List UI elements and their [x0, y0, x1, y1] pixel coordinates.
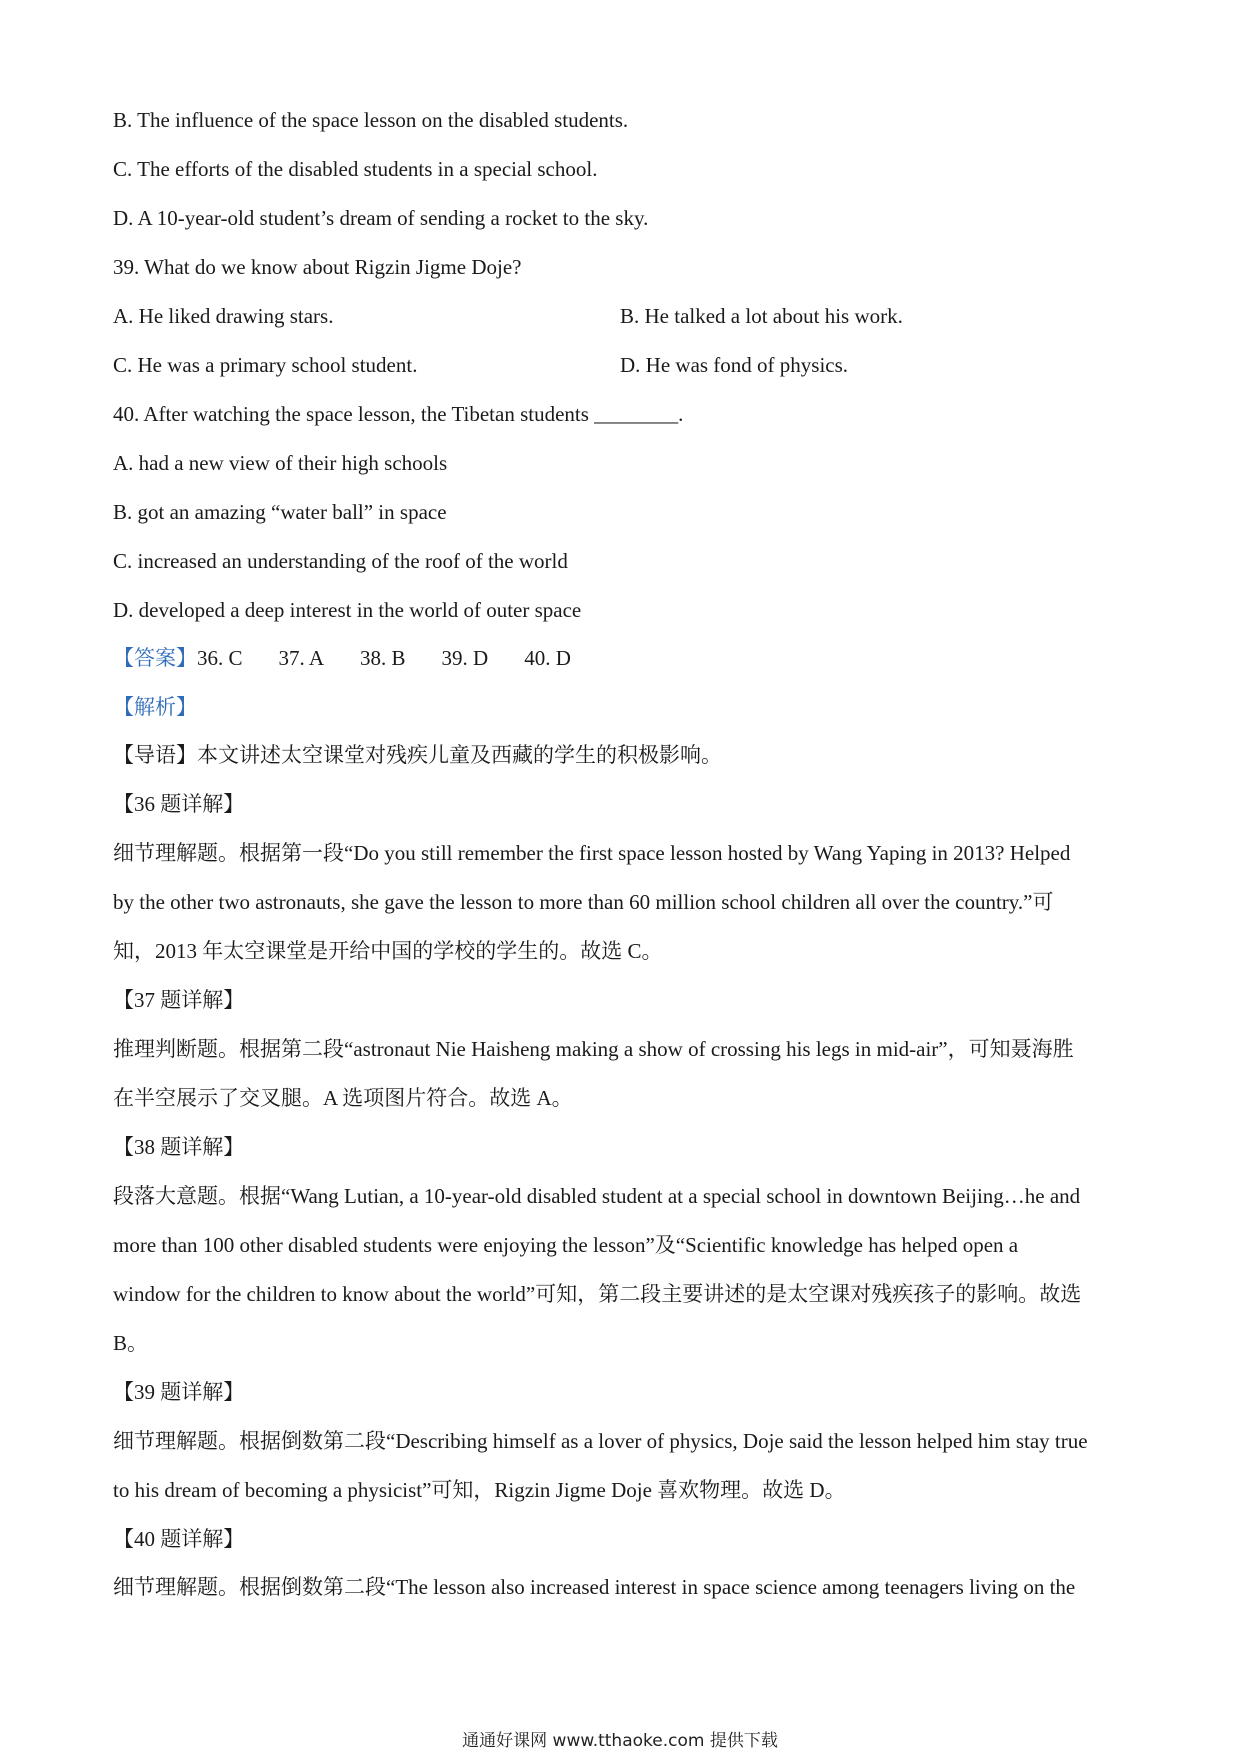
option-40-d: D. developed a deep interest in the world of outer space	[113, 598, 582, 622]
answer-37: 37. A	[278, 646, 325, 670]
option-38-c: C. The efforts of the disabled students in a special school.	[113, 157, 598, 181]
option-40-a: A. had a new view of their high schools	[113, 451, 448, 475]
detail-39-line-2: to his dream of becoming a physicist”可知，Rigzin Jigme Doje 喜欢物理。故选 D。	[113, 1478, 846, 1502]
detail-38-heading: 【38 题详解】	[113, 1135, 245, 1159]
detail-37-line-2: 在半空展示了交叉腿。A 选项图片符合。故选 A。	[113, 1086, 573, 1110]
option-38-b: B. The influence of the space lesson on the disabled students.	[113, 108, 629, 132]
detail-36-line-1: 细节理解题。根据第一段“Do you still remember the first space lesson hosted by Wang Yaping in 2013? Helped	[113, 841, 1071, 865]
option-39-a: A. He liked drawing stars.	[113, 304, 334, 328]
analysis-label: 【解析】	[113, 695, 197, 719]
detail-37-heading: 【37 题详解】	[113, 988, 245, 1012]
option-40-b: B. got an amazing “water ball” in space	[113, 500, 447, 524]
option-39-b: B. He talked a lot about his work.	[620, 304, 903, 328]
answer-36: 36. C	[197, 646, 243, 670]
option-39-d: D. He was fond of physics.	[620, 353, 849, 377]
detail-40-line-1: 细节理解题。根据倒数第二段“The lesson also increased interest in space science among teenagers living on the	[113, 1575, 1076, 1599]
detail-40-heading: 【40 题详解】	[113, 1527, 245, 1551]
answer-label: 【答案】	[113, 646, 197, 670]
option-38-d: D. A 10-year-old student’s dream of sending a rocket to the sky.	[113, 206, 649, 230]
page-footer: 通通好课网 www.tthaoke.com 提供下载	[462, 1731, 778, 1751]
answer-line	[113, 645, 571, 671]
intro-text: 【导语】本文讲述太空课堂对残疾儿童及西藏的学生的积极影响。	[113, 743, 722, 767]
question-40-stem: 40. After watching the space lesson, the Tibetan students ________.	[113, 402, 684, 426]
detail-38-line-2: more than 100 other disabled students were enjoying the lesson”及“Scientific knowledge has helped open a	[113, 1233, 1019, 1257]
detail-38-line-1: 段落大意题。根据“Wang Lutian, a 10-year-old disabled student at a special school in downtown Beijing…he and	[113, 1184, 1081, 1208]
detail-37-line-1: 推理判断题。根据第二段“astronaut Nie Haisheng making a show of crossing his legs in mid-air”，可知聂海胜	[113, 1037, 1074, 1061]
detail-39-heading: 【39 题详解】	[113, 1380, 245, 1404]
detail-38-line-3: window for the children to know about the world”可知，第二段主要讲述的是太空课对残疾孩子的影响。故选	[113, 1282, 1082, 1306]
detail-36-heading: 【36 题详解】	[113, 792, 245, 816]
question-39-stem: 39. What do we know about Rigzin Jigme Doje?	[113, 255, 522, 279]
answer-40: 40. D	[524, 646, 571, 670]
option-39-c: C. He was a primary school student.	[113, 353, 418, 377]
option-40-c: C. increased an understanding of the roof of the world	[113, 549, 568, 573]
answer-38: 38. B	[360, 646, 406, 670]
detail-38-line-4: B。	[113, 1331, 149, 1355]
detail-36-line-2: by the other two astronauts, she gave the lesson to more than 60 million school children all over the country.”可	[113, 890, 1054, 914]
detail-39-line-1: 细节理解题。根据倒数第二段“Describing himself as a lover of physics, Doje said the lesson helped him stay true	[113, 1429, 1088, 1453]
answer-39: 39. D	[441, 646, 489, 670]
detail-36-line-3: 知，2013 年太空课堂是开给中国的学校的学生的。故选 C。	[113, 939, 663, 963]
